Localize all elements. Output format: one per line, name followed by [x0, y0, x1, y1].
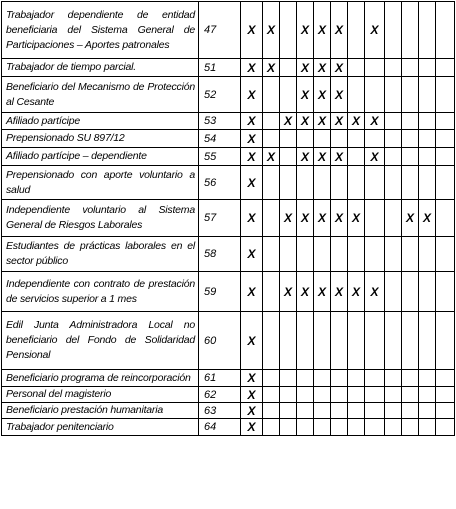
subsystem-mark-cell: X [241, 59, 263, 77]
subsystem-mark-cell [402, 77, 419, 113]
subsystem-mark-cell [314, 419, 331, 436]
subsystem-mark-cell [419, 2, 436, 59]
contributor-type-code: 63 [199, 403, 241, 419]
subsystem-mark-cell: X [297, 272, 314, 312]
subsystem-mark-cell [348, 130, 365, 148]
subsystem-mark-cell [402, 403, 419, 419]
subsystem-mark-cell [365, 419, 385, 436]
subsystem-mark-cell [348, 59, 365, 77]
subsystem-mark-cell [436, 113, 455, 130]
subsystem-mark-cell [365, 312, 385, 370]
subsystem-mark-cell [365, 166, 385, 200]
subsystem-mark-cell: X [365, 113, 385, 130]
subsystem-mark-cell [436, 312, 455, 370]
subsystem-mark-cell [419, 166, 436, 200]
subsystem-mark-cell [419, 148, 436, 166]
subsystem-mark-cell [297, 370, 314, 387]
contributor-type-code: 61 [199, 370, 241, 387]
subsystem-mark-cell [348, 370, 365, 387]
subsystem-mark-cell [280, 387, 297, 403]
subsystem-mark-cell [263, 387, 280, 403]
table-row [2, 130, 455, 148]
subsystem-mark-cell [297, 166, 314, 200]
subsystem-mark-cell [280, 59, 297, 77]
subsystem-mark-cell: X [331, 200, 348, 237]
subsystem-mark-cell: X [241, 387, 263, 403]
subsystem-mark-cell: X [314, 148, 331, 166]
subsystem-mark-cell [419, 403, 436, 419]
table-row [2, 200, 455, 237]
subsystem-mark-cell: X [314, 200, 331, 237]
subsystem-mark-cell [297, 419, 314, 436]
subsystem-mark-cell [385, 148, 402, 166]
subsystem-mark-cell [331, 403, 348, 419]
contributor-type-description: Estudiantes de prácticas laborales en el sector público [2, 237, 199, 272]
subsystem-mark-cell [280, 2, 297, 59]
table-body [2, 2, 455, 436]
subsystem-mark-cell [365, 59, 385, 77]
subsystem-mark-cell [348, 2, 365, 59]
subsystem-mark-cell: X [331, 59, 348, 77]
subsystem-mark-cell: X [365, 148, 385, 166]
subsystem-mark-cell [314, 130, 331, 148]
contributor-type-table-container [1, 1, 455, 436]
subsystem-mark-cell [385, 312, 402, 370]
subsystem-mark-cell [385, 77, 402, 113]
subsystem-mark-cell [263, 312, 280, 370]
subsystem-mark-cell [419, 237, 436, 272]
subsystem-mark-cell [331, 312, 348, 370]
contributor-type-description: Beneficiario programa de reincorporación [2, 370, 199, 387]
subsystem-mark-cell: X [331, 148, 348, 166]
subsystem-mark-cell [314, 387, 331, 403]
subsystem-mark-cell [280, 148, 297, 166]
subsystem-mark-cell [385, 387, 402, 403]
subsystem-mark-cell [402, 113, 419, 130]
subsystem-mark-cell: X [241, 312, 263, 370]
subsystem-mark-cell [331, 370, 348, 387]
subsystem-mark-cell [419, 130, 436, 148]
subsystem-mark-cell [385, 2, 402, 59]
subsystem-mark-cell [419, 387, 436, 403]
subsystem-mark-cell [436, 166, 455, 200]
subsystem-mark-cell [365, 200, 385, 237]
contributor-type-code: 62 [199, 387, 241, 403]
subsystem-mark-cell [385, 272, 402, 312]
subsystem-mark-cell [314, 237, 331, 272]
subsystem-mark-cell [314, 312, 331, 370]
subsystem-mark-cell [263, 200, 280, 237]
subsystem-mark-cell: X [331, 77, 348, 113]
subsystem-mark-cell [280, 130, 297, 148]
subsystem-mark-cell: X [314, 59, 331, 77]
subsystem-mark-cell [331, 387, 348, 403]
subsystem-mark-cell: X [241, 130, 263, 148]
subsystem-mark-cell [419, 113, 436, 130]
contributor-type-code: 60 [199, 312, 241, 370]
subsystem-mark-cell [385, 419, 402, 436]
subsystem-mark-cell [280, 166, 297, 200]
subsystem-mark-cell: X [331, 113, 348, 130]
subsystem-mark-cell: X [241, 403, 263, 419]
subsystem-mark-cell [402, 312, 419, 370]
subsystem-mark-cell: X [241, 237, 263, 272]
subsystem-mark-cell [436, 419, 455, 436]
contributor-type-code: 56 [199, 166, 241, 200]
subsystem-mark-cell: X [314, 113, 331, 130]
table-row [2, 148, 455, 166]
table-row [2, 387, 455, 403]
subsystem-mark-cell [436, 130, 455, 148]
subsystem-mark-cell [263, 419, 280, 436]
subsystem-mark-cell [263, 403, 280, 419]
subsystem-mark-cell: X [241, 113, 263, 130]
subsystem-mark-cell [297, 387, 314, 403]
contributor-type-description: Beneficiario prestación humanitaria [2, 403, 199, 419]
subsystem-mark-cell [402, 370, 419, 387]
subsystem-mark-cell [263, 113, 280, 130]
subsystem-mark-cell [331, 237, 348, 272]
contributor-type-code: 51 [199, 59, 241, 77]
subsystem-mark-cell [385, 113, 402, 130]
subsystem-mark-cell [263, 77, 280, 113]
subsystem-mark-cell [297, 403, 314, 419]
contributor-type-description: Independiente voluntario al Sistema General de Riesgos Laborales [2, 200, 199, 237]
subsystem-mark-cell [331, 419, 348, 436]
subsystem-mark-cell [385, 370, 402, 387]
contributor-type-description: Independiente con contrato de prestación de servicios superior a 1 mes [2, 272, 199, 312]
subsystem-mark-cell [263, 272, 280, 312]
subsystem-mark-cell [365, 370, 385, 387]
subsystem-mark-cell [365, 403, 385, 419]
subsystem-mark-cell: X [241, 200, 263, 237]
subsystem-mark-cell: X [331, 272, 348, 312]
subsystem-mark-cell [348, 166, 365, 200]
subsystem-mark-cell [348, 312, 365, 370]
subsystem-mark-cell [348, 77, 365, 113]
subsystem-mark-cell [263, 370, 280, 387]
contributor-type-code: 52 [199, 77, 241, 113]
subsystem-mark-cell: X [297, 2, 314, 59]
subsystem-mark-cell: X [348, 200, 365, 237]
subsystem-mark-cell [419, 77, 436, 113]
table-row [2, 77, 455, 113]
subsystem-mark-cell [402, 148, 419, 166]
contributor-type-code: 47 [199, 2, 241, 59]
subsystem-mark-cell [365, 77, 385, 113]
subsystem-mark-cell [419, 419, 436, 436]
contributor-type-description: Trabajador dependiente de entidad beneficiaria del Sistema General de Participaciones – Aportes patronales [2, 2, 199, 59]
subsystem-mark-cell: X [297, 113, 314, 130]
subsystem-mark-cell [419, 272, 436, 312]
subsystem-mark-cell [436, 148, 455, 166]
subsystem-mark-cell [280, 419, 297, 436]
subsystem-mark-cell [419, 59, 436, 77]
subsystem-mark-cell: X [314, 272, 331, 312]
subsystem-mark-cell: X [263, 59, 280, 77]
subsystem-mark-cell [297, 130, 314, 148]
subsystem-mark-cell: X [241, 272, 263, 312]
contributor-type-description: Prepensionado con aporte voluntario a salud [2, 166, 199, 200]
subsystem-mark-cell [297, 237, 314, 272]
contributor-type-description: Beneficiario del Mecanismo de Protección al Cesante [2, 77, 199, 113]
contributor-type-description: Afiliado partícipe [2, 113, 199, 130]
subsystem-mark-cell [436, 200, 455, 237]
contributor-type-code: 53 [199, 113, 241, 130]
subsystem-mark-cell: X [241, 77, 263, 113]
subsystem-mark-cell [365, 387, 385, 403]
subsystem-mark-cell: X [331, 2, 348, 59]
table-row [2, 272, 455, 312]
subsystem-mark-cell [402, 387, 419, 403]
table-row [2, 419, 455, 436]
subsystem-mark-cell [402, 59, 419, 77]
contributor-type-table [1, 1, 455, 436]
subsystem-mark-cell: X [365, 272, 385, 312]
subsystem-mark-cell [402, 130, 419, 148]
subsystem-mark-cell [280, 370, 297, 387]
subsystem-mark-cell [436, 370, 455, 387]
subsystem-mark-cell [436, 237, 455, 272]
subsystem-mark-cell: X [348, 113, 365, 130]
subsystem-mark-cell [314, 403, 331, 419]
table-row [2, 370, 455, 387]
subsystem-mark-cell: X [280, 113, 297, 130]
subsystem-mark-cell [348, 148, 365, 166]
subsystem-mark-cell [385, 130, 402, 148]
subsystem-mark-cell [385, 237, 402, 272]
contributor-type-code: 55 [199, 148, 241, 166]
subsystem-mark-cell [314, 166, 331, 200]
subsystem-mark-cell [348, 419, 365, 436]
subsystem-mark-cell [331, 166, 348, 200]
contributor-type-description: Trabajador de tiempo parcial. [2, 59, 199, 77]
table-row [2, 312, 455, 370]
contributor-type-description: Afiliado partícipe – dependiente [2, 148, 199, 166]
subsystem-mark-cell: X [348, 272, 365, 312]
subsystem-mark-cell: X [314, 2, 331, 59]
contributor-type-code: 64 [199, 419, 241, 436]
subsystem-mark-cell [263, 130, 280, 148]
subsystem-mark-cell [436, 59, 455, 77]
subsystem-mark-cell [402, 166, 419, 200]
table-row [2, 2, 455, 59]
subsystem-mark-cell [385, 403, 402, 419]
subsystem-mark-cell [280, 77, 297, 113]
subsystem-mark-cell [280, 403, 297, 419]
contributor-type-code: 59 [199, 272, 241, 312]
subsystem-mark-cell [419, 370, 436, 387]
subsystem-mark-cell: X [263, 148, 280, 166]
subsystem-mark-cell [348, 403, 365, 419]
subsystem-mark-cell: X [241, 166, 263, 200]
contributor-type-code: 57 [199, 200, 241, 237]
table-row [2, 237, 455, 272]
contributor-type-description: Edil Junta Administradora Local no beneficiario del Fondo de Solidaridad Pensional [2, 312, 199, 370]
contributor-type-code: 54 [199, 130, 241, 148]
subsystem-mark-cell [365, 130, 385, 148]
subsystem-mark-cell [436, 272, 455, 312]
subsystem-mark-cell [263, 237, 280, 272]
subsystem-mark-cell [348, 387, 365, 403]
subsystem-mark-cell: X [297, 148, 314, 166]
table-row [2, 59, 455, 77]
table-row [2, 113, 455, 130]
contributor-type-code: 58 [199, 237, 241, 272]
subsystem-mark-cell [402, 272, 419, 312]
subsystem-mark-cell [280, 237, 297, 272]
subsystem-mark-cell [419, 312, 436, 370]
table-row [2, 403, 455, 419]
subsystem-mark-cell [385, 59, 402, 77]
subsystem-mark-cell [436, 387, 455, 403]
subsystem-mark-cell [436, 403, 455, 419]
subsystem-mark-cell [385, 200, 402, 237]
subsystem-mark-cell [331, 130, 348, 148]
subsystem-mark-cell [263, 166, 280, 200]
subsystem-mark-cell: X [280, 272, 297, 312]
subsystem-mark-cell [365, 237, 385, 272]
subsystem-mark-cell [348, 237, 365, 272]
subsystem-mark-cell [436, 77, 455, 113]
subsystem-mark-cell: X [263, 2, 280, 59]
table-row [2, 166, 455, 200]
subsystem-mark-cell: X [314, 77, 331, 113]
subsystem-mark-cell: X [419, 200, 436, 237]
subsystem-mark-cell: X [241, 419, 263, 436]
subsystem-mark-cell: X [297, 59, 314, 77]
subsystem-mark-cell [297, 312, 314, 370]
subsystem-mark-cell: X [241, 370, 263, 387]
contributor-type-description: Trabajador penitenciario [2, 419, 199, 436]
subsystem-mark-cell [402, 237, 419, 272]
subsystem-mark-cell: X [241, 148, 263, 166]
subsystem-mark-cell: X [241, 2, 263, 59]
contributor-type-description: Prepensionado SU 897/12 [2, 130, 199, 148]
subsystem-mark-cell [385, 166, 402, 200]
subsystem-mark-cell [402, 419, 419, 436]
subsystem-mark-cell [314, 370, 331, 387]
contributor-type-description: Personal del magisterio [2, 387, 199, 403]
subsystem-mark-cell [436, 2, 455, 59]
subsystem-mark-cell: X [365, 2, 385, 59]
subsystem-mark-cell [402, 2, 419, 59]
subsystem-mark-cell: X [297, 200, 314, 237]
subsystem-mark-cell: X [297, 77, 314, 113]
subsystem-mark-cell [280, 312, 297, 370]
subsystem-mark-cell: X [280, 200, 297, 237]
subsystem-mark-cell: X [402, 200, 419, 237]
